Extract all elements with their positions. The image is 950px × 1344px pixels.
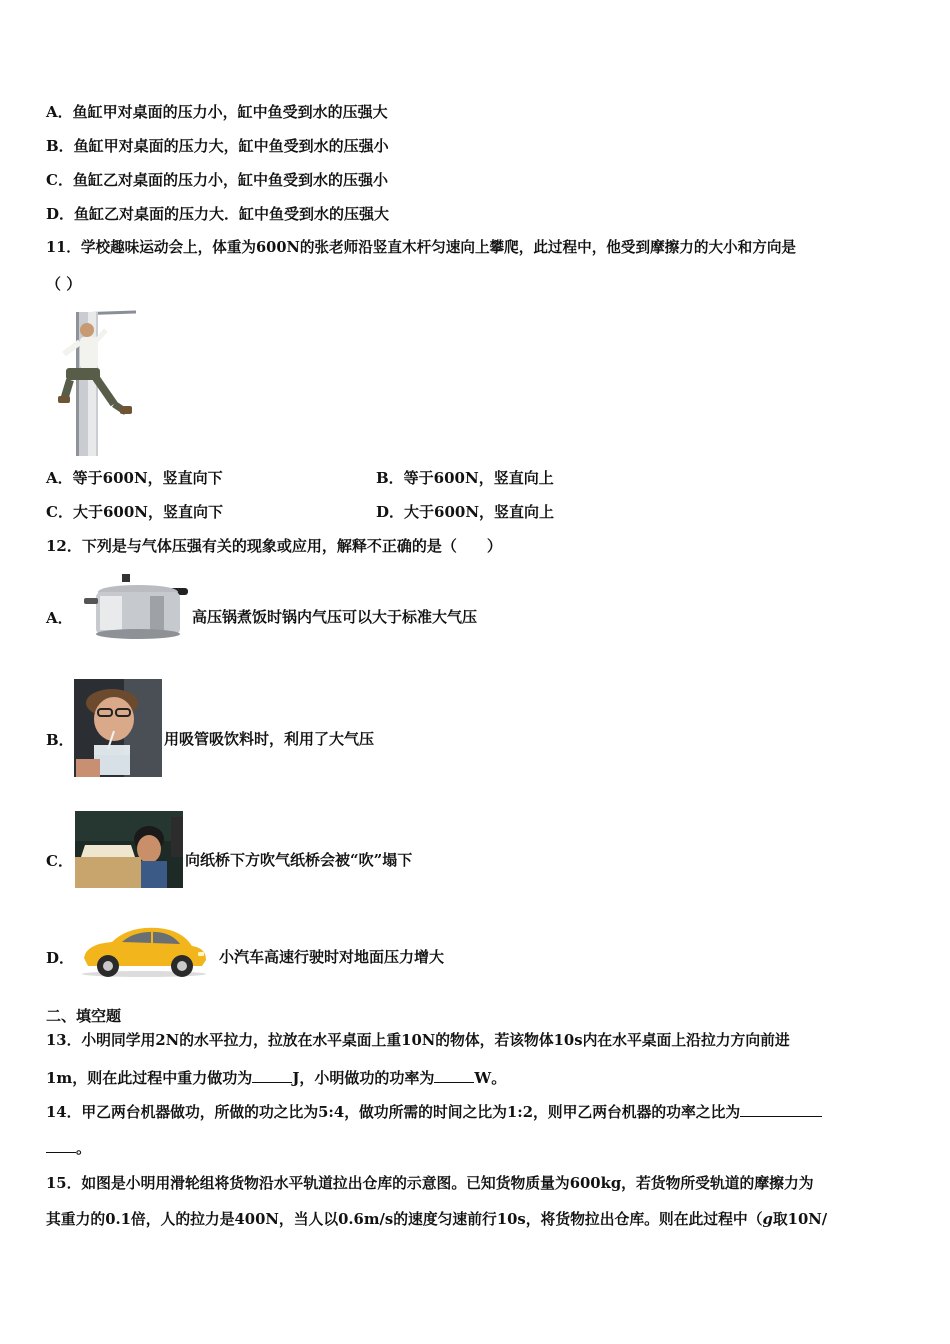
drinking-straw-image [74, 679, 162, 777]
q13-blank-power[interactable] [434, 1068, 474, 1083]
q15-gravity-symbol: g [762, 1211, 773, 1228]
q14-blank-continued[interactable] [46, 1138, 76, 1153]
q11-option-a: A．等于600N，竖直向下 [46, 469, 223, 487]
q11-option-b: B．等于600N，竖直向上 [376, 469, 554, 487]
q10-option-d: D．鱼缸乙对桌面的压力大．缸中鱼受到水的压强大 [46, 205, 390, 223]
paper-bridge-image [75, 811, 183, 888]
q10-option-b: B．鱼缸甲对桌面的压力大，缸中鱼受到水的压强小 [46, 137, 389, 155]
q14-blank-power-ratio[interactable] [740, 1102, 822, 1117]
q12-option-a-text: 高压锅煮饭时锅内气压可以大于标准大气压 [192, 608, 478, 626]
q12-option-b-text: 用吸管吸饮料时，利用了大气压 [164, 730, 375, 748]
q13-text-b: J，小明做功的功率为 [292, 1069, 435, 1087]
q15-line2 [46, 1210, 827, 1230]
q14-line2-end: 。 [76, 1139, 92, 1157]
q11-bracket: （ ） [46, 275, 82, 293]
q13-text-c: W。 [474, 1069, 507, 1087]
q12-option-c-label: C． [46, 852, 73, 870]
yellow-car-image [78, 922, 210, 978]
q15-text-a: 其重力的0.1倍，人的拉力是400N，当人以0.6m/s的速度匀速前行10s，将货物拉出仓库。则在此过程中（ [46, 1211, 763, 1228]
q12-option-c-text: 向纸桥下方吹气纸桥会被“吹”塌下 [185, 851, 413, 869]
q13-line2 [46, 1068, 506, 1088]
q12-option-a-label: A． [46, 609, 73, 627]
q12-option-d-text: 小汽车高速行驶时对地面压力增大 [219, 948, 445, 966]
q13-line1: 13．小明同学用2N的水平拉力，拉放在水平桌面上重10N的物体，若该物体10s内在水平桌面上沿拉力方向前进 [46, 1032, 790, 1049]
q12-option-d-label: D． [46, 949, 75, 967]
q12-option-b-label: B． [46, 731, 74, 749]
q11-option-c: C．大于600N，竖直向下 [46, 503, 223, 521]
q11-stem: 11．学校趣味运动会上，体重为600N的张老师沿竖直木杆匀速向上攀爬，此过程中，他受到摩擦力的大小和方向是 [46, 239, 797, 256]
pressure-cooker-image [80, 572, 190, 642]
q13-blank-gravity-work[interactable] [252, 1068, 292, 1083]
q10-option-c: C．鱼缸乙对桌面的压力小，缸中鱼受到水的压强小 [46, 171, 388, 189]
q11-option-d: D．大于600N，竖直向上 [376, 503, 555, 521]
q14-text: 14．甲乙两台机器做功，所做的功之比为5:4，做功所需的时间之比为1:2，则甲乙两台机器的功率之比为 [46, 1104, 741, 1121]
q15-line1: 15．如图是小明用滑轮组将货物沿水平轨道拉出仓库的示意图。已知货物质量为600kg，若货物所受轨道的摩擦力为 [46, 1175, 814, 1192]
q13-text-a: 1m，则在此过程中重力做功为 [46, 1069, 253, 1087]
q12-stem: 12．下列是与气体压强有关的现象或应用，解释不正确的是（ ） [46, 537, 502, 555]
climbing-teacher-image [46, 308, 136, 456]
q15-text-b: 取10N/ [772, 1211, 828, 1228]
q14-line2 [46, 1138, 91, 1158]
section-title: 二、填空题 [46, 1007, 122, 1025]
q10-option-a: A．鱼缸甲对桌面的压力小，缸中鱼受到水的压强大 [46, 103, 388, 121]
q14-line1 [46, 1102, 822, 1123]
